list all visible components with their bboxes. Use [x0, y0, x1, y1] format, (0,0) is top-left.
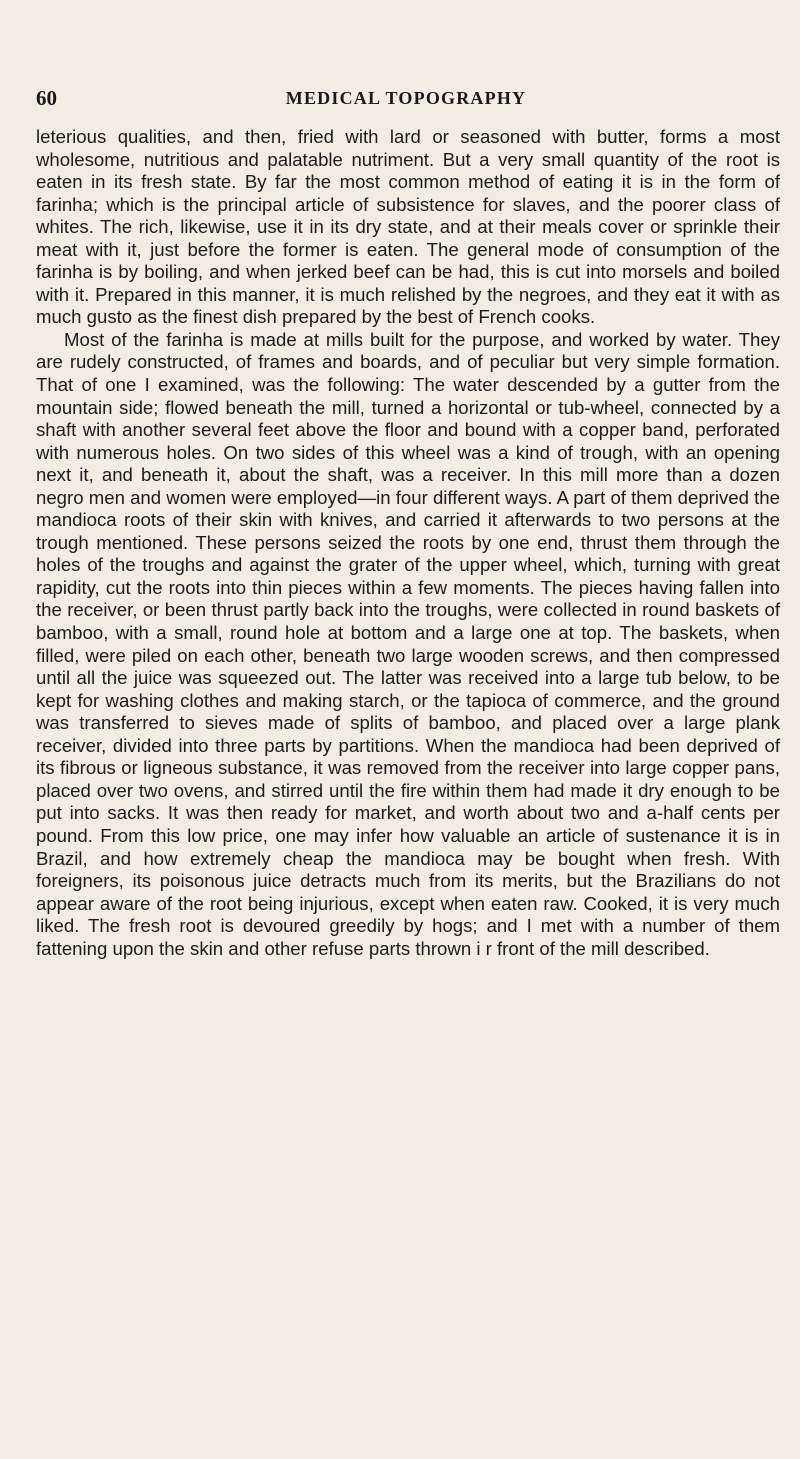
page-number: 60: [36, 86, 57, 110]
page-title: MEDICAL TOPOGRAPHY: [285, 88, 527, 108]
running-header: [36, 86, 776, 116]
body-text: [36, 126, 780, 960]
paragraph-farinha-mills: Most of the farinha is made at mills built for the purpose, and worked by water. They are rudely constructed, of frames and boards, and of peculiar but very simple formation. That of one I examined, was the following: The water descended by a gutter from the mountain side; flowed beneath the mill, turned a horizontal or tub-wheel, connected by a shaft with another several feet above the floor and bound with a copper band, perforated with numerous holes. On two sides of this wheel was a kind of trough, with an opening next it, and beneath it, about the shaft, was a receiver. In this mill more than a dozen negro men and women were employed—in four different ways. A part of them deprived the mandioca roots of their skin with knives, and carried it afterwards to two persons at the trough mentioned. These persons seized the roots by one end, thrust them through the holes of the troughs and against the grater of the upper wheel, which, turning with great rapidity, cut the roots into thin pieces within a few moments. The pieces having fallen into the receiver, or been thrust partly back into the troughs, were collected in round baskets of bamboo, with a small, round hole at bottom and a large one at top. The baskets, when filled, were piled on each other, beneath two large wooden screws, and then compressed until all the juice was squeezed out. The latter was received into a large tub below, to be kept for washing clothes and making starch, or the tapioca of commerce, and the ground was transferred to sieves made of splits of bamboo, and placed over a large plank receiver, divided into three parts by partitions. When the mandioca had been deprived of its fibrous or ligneous substance, it was removed from the receiver into large copper pans, placed over two ovens, and stirred until the fire within them had made it dry enough to be put into sacks. It was then ready for market, and worth about two and a-half cents per pound. From this low price, one may infer how valuable an article of sustenance it is in Brazil, and how extremely cheap the mandioca may be bought when fresh. With foreigners, its poisonous juice detracts much from its merits, but the Brazilians do not appear aware of the root being injurious, except when eaten raw. Cooked, it is very much liked. The fresh root is devoured greedily by hogs; and I met with a number of them fattening upon the skin and other refuse parts thrown i r front of the mill described.: [36, 328, 780, 959]
paragraph-continued: leterious qualities, and then, fried with lard or seasoned with butter, forms a most wholesome, nutritious and palatable nutriment. But a very small quantity of the root is eaten in its fresh state. By far the most common method of eating it is in the form of farinha; which is the principal article of subsistence for slaves, and the poorer class of whites. The rich, likewise, use it in its dry state, and at their meals cover or sprinkle their meat with it, just before the former is eaten. The general mode of consumption of the farinha is by boiling, and when jerked beef can be had, this is cut into morsels and boiled with it. Prepared in this manner, it is much relished by the negroes, and they eat it with as much gusto as the finest dish prepared by the best of French cooks.: [36, 126, 780, 328]
